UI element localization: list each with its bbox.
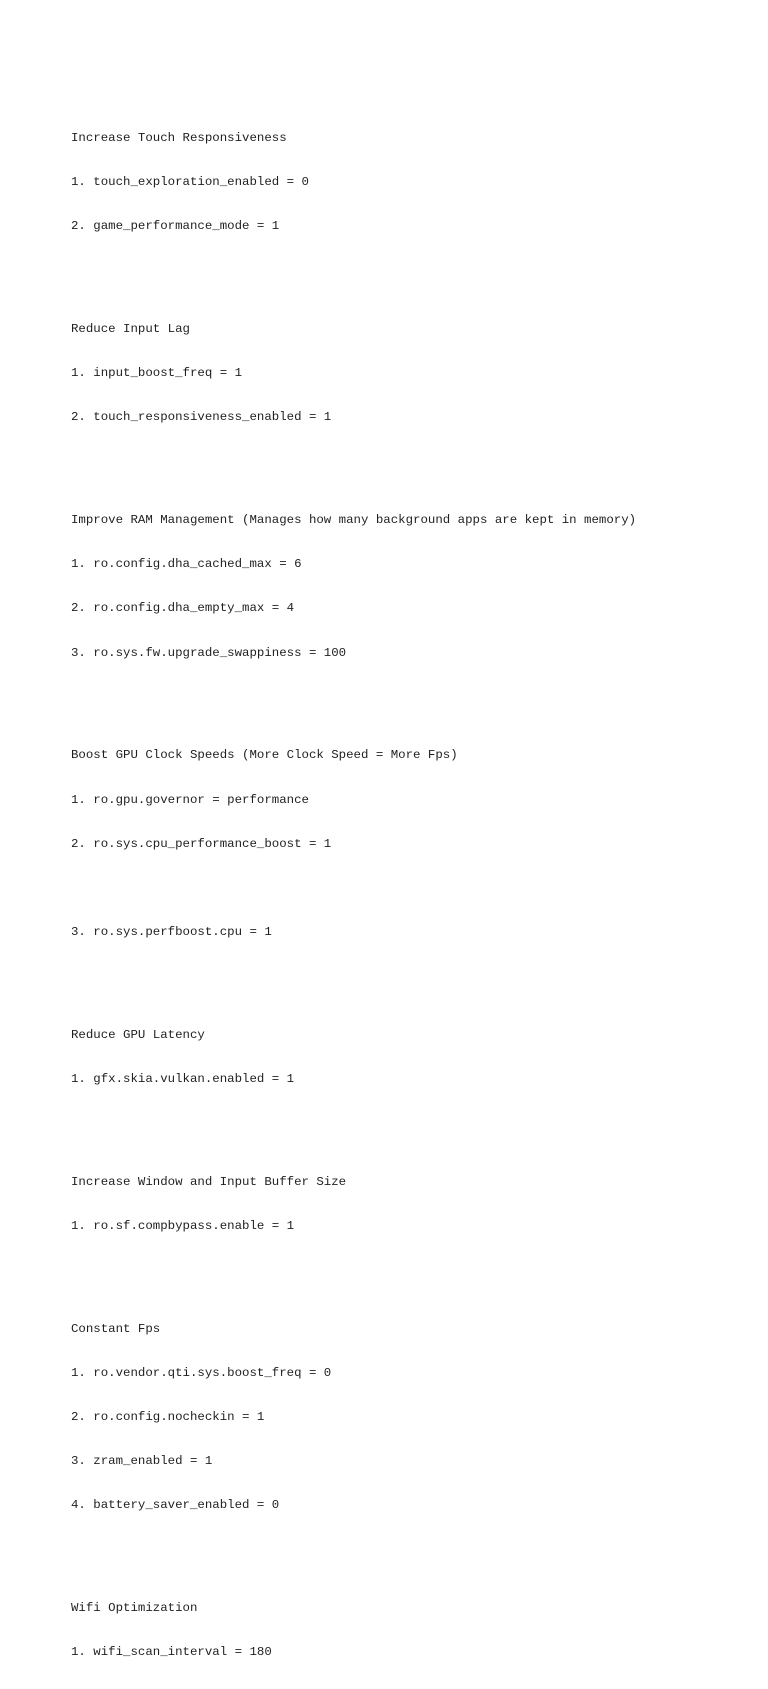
section-heading: Constant Fps [71, 1321, 161, 1336]
section-heading: Boost GPU Clock Speeds (More Clock Speed = More Fps) [71, 748, 458, 763]
setting-line: 1. input_boost_freq = 1 [71, 366, 243, 381]
setting-line: 2. ro.config.nocheckin = 1 [71, 1409, 265, 1424]
setting-line: 3. ro.sys.perfboost.cpu = 1 [71, 924, 272, 939]
section-heading: Wifi Optimization [71, 1600, 198, 1615]
blank-line [71, 969, 751, 984]
blank-line [71, 263, 751, 278]
section-heading: Reduce GPU Latency [71, 1027, 205, 1042]
setting-line: 2. ro.config.dha_empty_max = 4 [71, 601, 295, 616]
blank-line [71, 1116, 751, 1131]
setting-line: 1. ro.sf.compbypass.enable = 1 [71, 1218, 295, 1233]
setting-line: 1. wifi_scan_interval = 180 [71, 1645, 272, 1660]
section-heading: Reduce Input Lag [71, 322, 190, 337]
setting-line: 1. gfx.skia.vulkan.enabled = 1 [71, 1071, 295, 1086]
blank-line [71, 1263, 751, 1278]
setting-line: 2. ro.sys.cpu_performance_boost = 1 [71, 836, 332, 851]
setting-line: 2. touch_responsiveness_enabled = 1 [71, 410, 332, 425]
setting-line: 1. ro.vendor.qti.sys.boost_freq = 0 [71, 1365, 332, 1380]
blank-line [71, 454, 751, 469]
section-heading: Increase Window and Input Buffer Size [71, 1174, 347, 1189]
section-heading: Increase Touch Responsiveness [71, 131, 287, 146]
blank-line [71, 881, 751, 896]
blank-line [71, 690, 751, 705]
setting-line: 2. game_performance_mode = 1 [71, 219, 280, 234]
section-heading: Improve RAM Management (Manages how many background apps are kept in memory) [71, 513, 637, 528]
blank-line [71, 1542, 751, 1557]
document-body [71, 87, 751, 1689]
setting-line: 1. ro.gpu.governor = performance [71, 792, 309, 807]
setting-line: 3. ro.sys.fw.upgrade_swappiness = 100 [71, 645, 347, 660]
setting-line: 4. battery_saver_enabled = 0 [71, 1498, 280, 1513]
setting-line: 3. zram_enabled = 1 [71, 1453, 213, 1468]
setting-line: 1. touch_exploration_enabled = 0 [71, 175, 309, 190]
setting-line: 1. ro.config.dha_cached_max = 6 [71, 557, 302, 572]
